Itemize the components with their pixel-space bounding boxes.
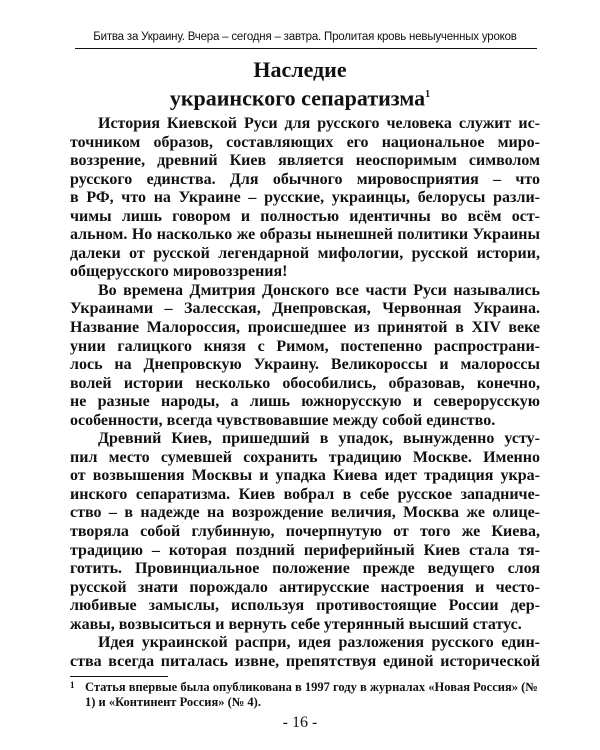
text-line: в РФ, что на Украине – русские, украинцы, белорусы разли-	[70, 189, 540, 207]
text-line: Во времена Дмитрия Донского все части Руси назывались	[98, 281, 540, 299]
text-line: альном. Но насколько же образы нынешней политики Украины	[70, 226, 540, 244]
running-header: Битва за Украину. Вчера – сегодня – завтра. Пролитая кровь невыученных уроков	[93, 31, 517, 43]
text-line: волей истории несколько обособились, образовав, конечно,	[70, 374, 540, 392]
text-line: воззрение, древний Киев является неоспоримым символом	[70, 152, 540, 170]
text-line: унии галицкого князя с Римом, постепенно распространи-	[70, 337, 540, 355]
text-line: творяла собой глубинную, почерпнутую от того же Киева,	[70, 523, 540, 541]
text-line: традицию – которая поздний периферийный Киев стала тя-	[70, 541, 540, 559]
text-line: Идея украинской распри, идея разложения русского един-	[98, 634, 540, 652]
text-line: не разные народы, а лишь южнорусскую и северорусскую	[70, 393, 540, 411]
text-line: инского сепаратизма. Киев вобрал в себе русское западниче-	[70, 485, 540, 503]
footnote-text: Статья впервые была опубликована в 1997 году в журналах «Новая Россия» (№ 1) и «Континент Россия» (№ 4).	[85, 680, 538, 709]
text-line: История Киевской Руси для русского человека служит ис-	[98, 115, 540, 132]
text-line: точником образов, составляющих его национальное миро-	[70, 133, 540, 151]
text-line: чимы лишь говором и полностью идентичны во всём ост-	[70, 207, 540, 225]
text-line: Древний Киев, пришедший в упадок, вынужденно усту-	[98, 430, 540, 448]
text-line: жавы, возвыситься и вернуть себе утерянный высший статус.	[70, 615, 522, 633]
text-line: Название Малороссия, происшедшее из принятой в XIV веке	[70, 319, 540, 337]
text-line: русского единства. Для обычного мировосприятия – что	[70, 170, 540, 188]
text-line: русской знати порождало антирусские настроения и често-	[70, 578, 540, 596]
text-line: особенности, всегда чувствовавшие между собой единство.	[70, 411, 496, 429]
footnote	[70, 680, 540, 710]
body-text	[70, 115, 540, 671]
header-rule	[75, 48, 537, 49]
chapter-title-line-1: Наследие	[253, 57, 347, 82]
text-line: любивые замыслы, используя противостоящие России дер-	[70, 597, 540, 615]
footnote-reference: 1	[425, 89, 431, 100]
text-line: ство – в надежде на возрождение величия, Москва же олице-	[70, 504, 540, 522]
footnote-number: 1	[70, 680, 75, 690]
text-line: Украинами – Залесская, Днепровская, Червонная Украина.	[70, 300, 540, 318]
text-line: ства всегда питалась извне, препятствуя единой исторической	[70, 652, 540, 670]
chapter-title-line-2	[60, 82, 540, 110]
text-line: далеки от русской легендарной мифологии, русской истории,	[70, 244, 540, 262]
text-line: от возвышения Москвы и упадка Киева идет традиция укра-	[70, 467, 540, 485]
text-line: общерусского мировоззрения!	[70, 263, 288, 281]
text-line: лось на Днепровскую Украину. Великороссы и малороссы	[70, 356, 540, 374]
text-line: пил место сумевшей сохранить традицию Москве. Именно	[70, 448, 540, 466]
text-line: готить. Провинциальное положение прежде ведущего слоя	[70, 560, 540, 578]
chapter-title-text: украинского сепаратизма	[169, 85, 426, 111]
footnote-rule	[70, 676, 168, 677]
page-number: - 16 -	[282, 714, 318, 731]
